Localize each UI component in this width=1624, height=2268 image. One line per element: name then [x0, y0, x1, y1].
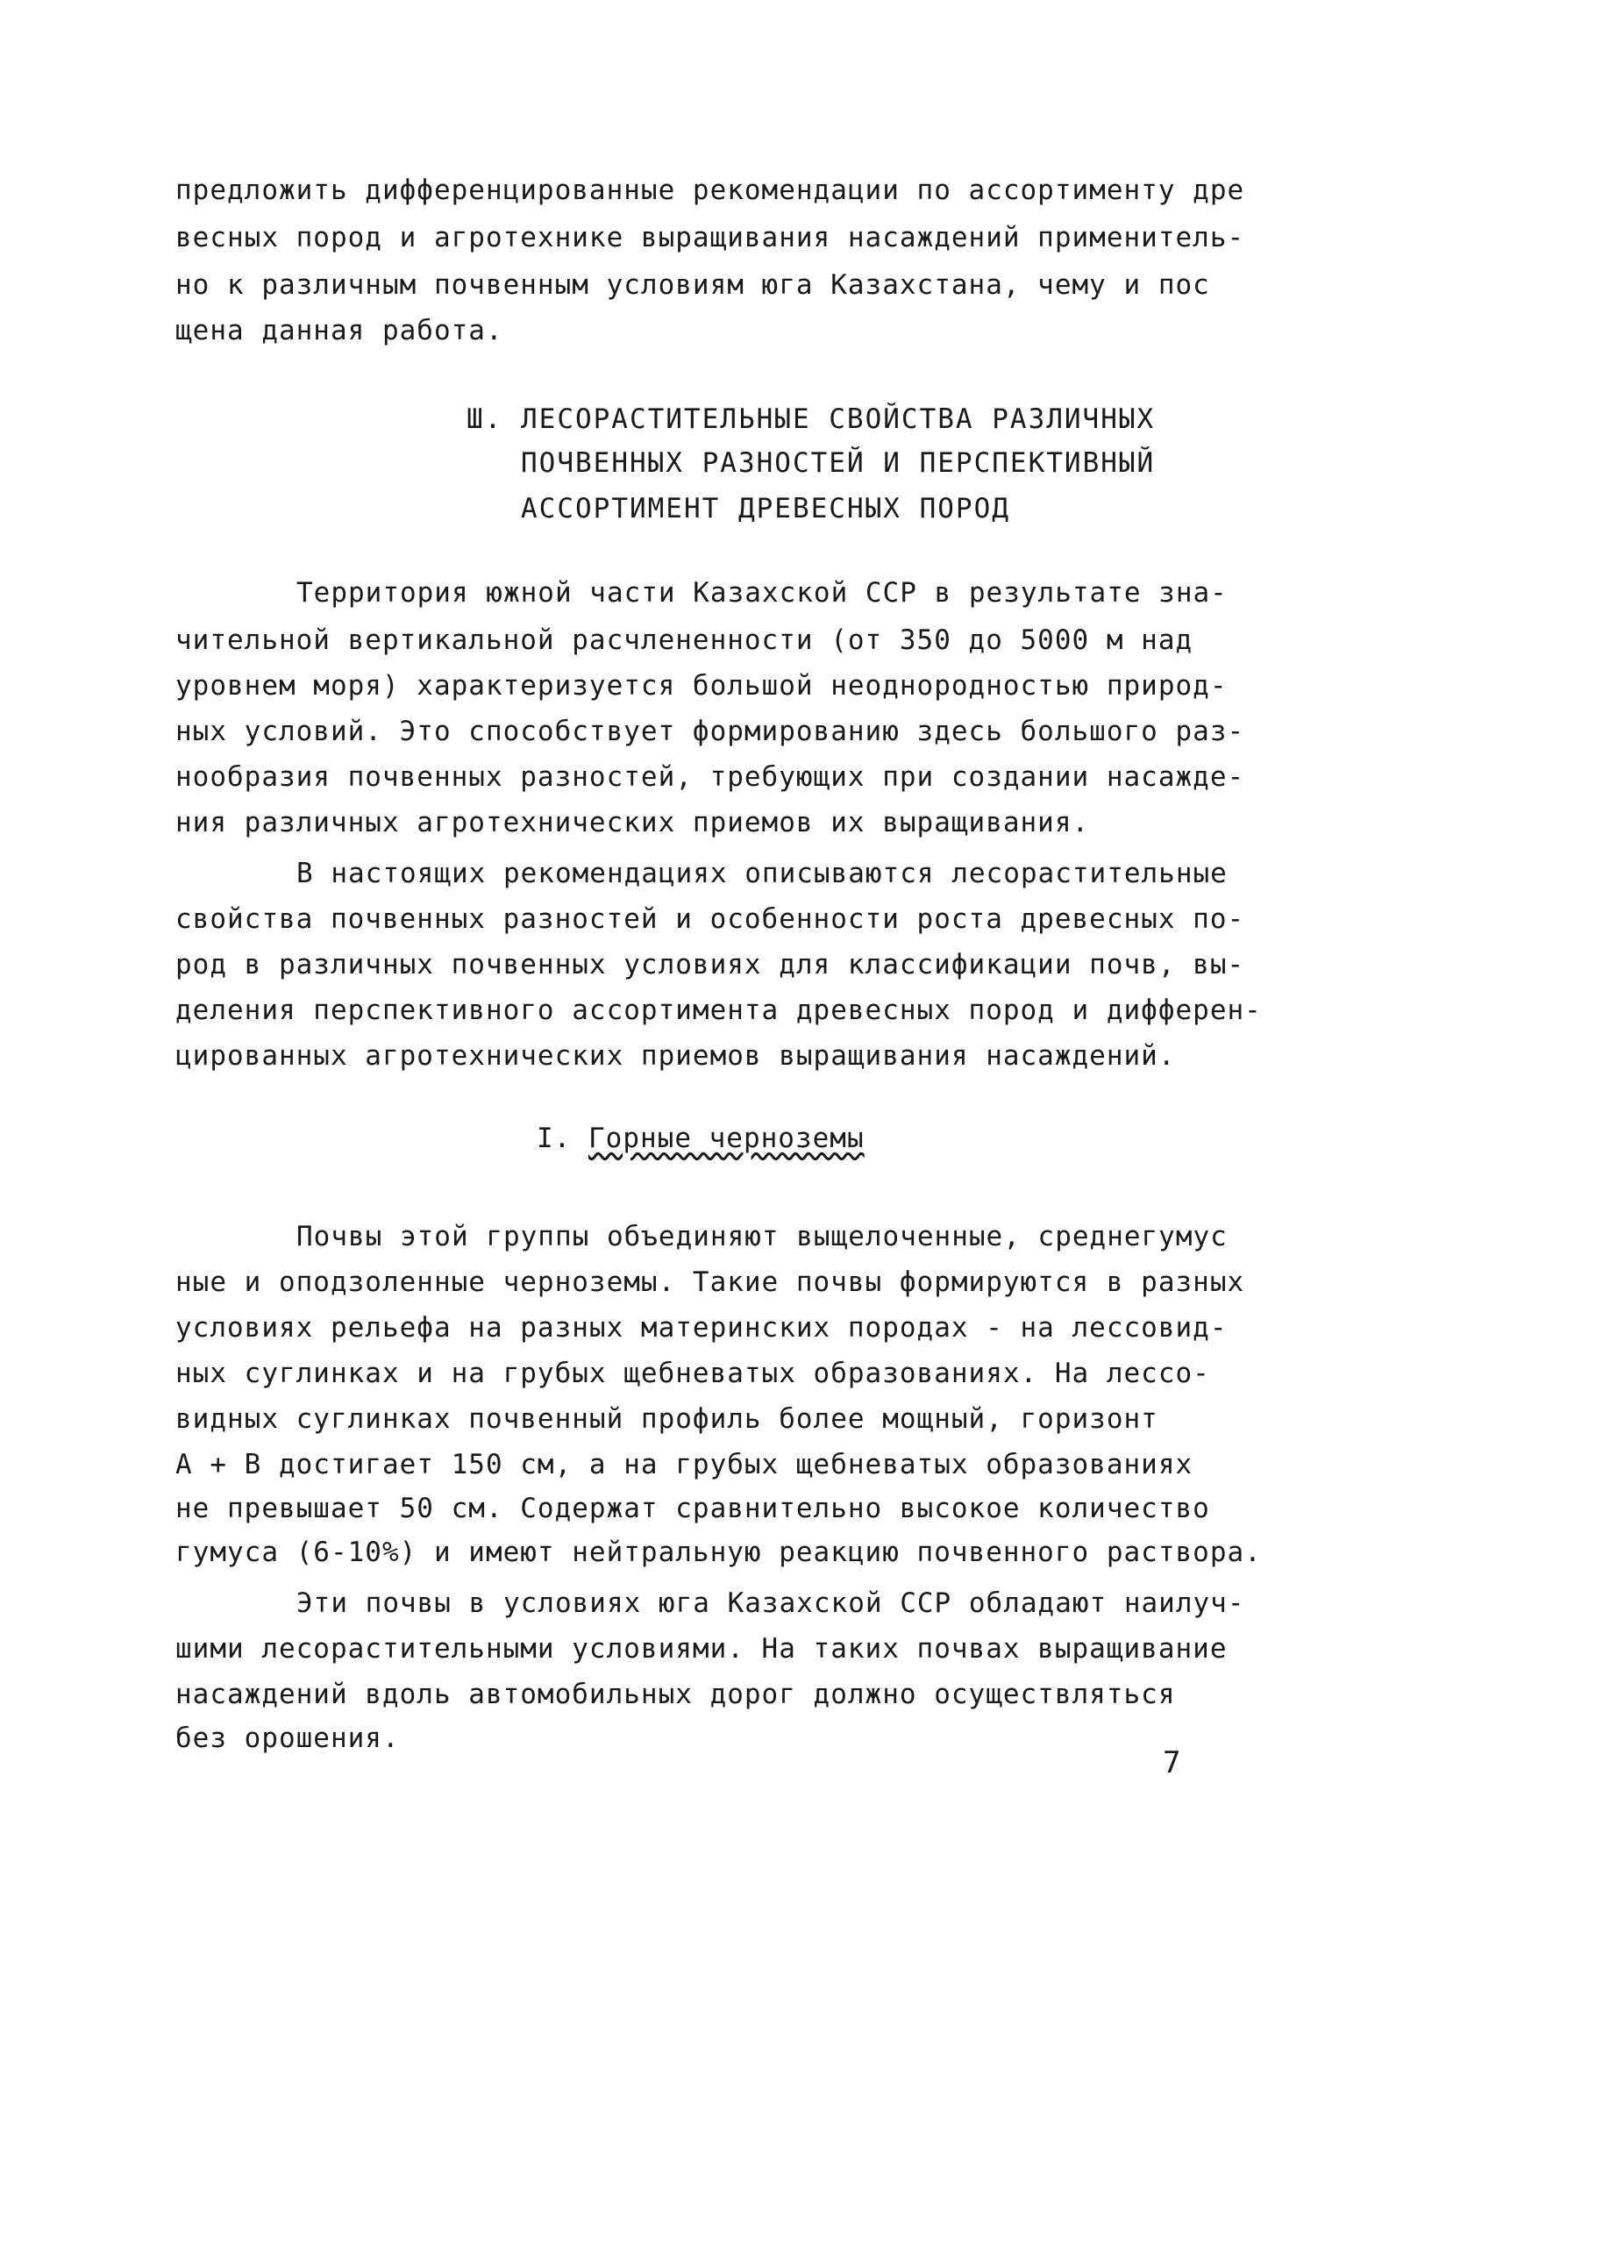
paragraph-3-line-1: Почвы этой группы объединяют выщелоченные, среднегумус [296, 1221, 1228, 1252]
paragraph-3-line-2: ные и оподзоленные черноземы. Такие почвы формируются в разных [175, 1266, 1245, 1298]
paragraph-1-line-3: уровнем моря) характеризуется большой неоднородностью природ- [175, 670, 1228, 702]
section-heading-line-1: Ш. ЛЕСОРАСТИТЕЛЬНЫЕ СВОЙСТВА РАЗЛИЧНЫХ [467, 403, 1156, 435]
intro-line-1: предложить дифференцированные рекомендации по ассортименту дре [175, 175, 1245, 206]
paragraph-3-line-4: ных суглинках и на грубых щебневатых образованиях. На лессо- [175, 1358, 1210, 1389]
paragraph-2-line-4: деления перспективного ассортимента древесных пород и дифферен- [175, 995, 1262, 1026]
intro-line-3: но к различным почвенным условиям юга Казахстана, чему и пос [175, 269, 1210, 301]
paragraph-1-line-4: ных условий. Это способствует формированию здесь большого раз- [175, 716, 1245, 747]
paragraph-3-line-5: видных суглинках почвенный профиль более мощный, горизонт [175, 1403, 1158, 1435]
paragraph-1-line-5: нообразия почвенных разностей, требующих при создании насажде- [175, 761, 1245, 793]
subsection-title: Горные черноземы [588, 1123, 865, 1154]
paragraph-4-line-2: шими лесорастительными условиями. На таких почвах выращивание [175, 1633, 1228, 1665]
section-heading-line-2: ПОЧВЕННЫХ РАЗНОСТЕЙ И ПЕРСПЕКТИВНЫЙ [521, 447, 1156, 479]
paragraph-2-line-5: цированных агротехнических приемов выращивания насаждений. [175, 1040, 1176, 1072]
paragraph-3-line-6: А + В достигает 150 см, а на грубых щебневатых образованиях [175, 1449, 1193, 1480]
paragraph-3-line-7: не превышает 50 см. Содержат сравнительно высокое количество [175, 1493, 1210, 1524]
subsection-heading [537, 1121, 865, 1156]
paragraph-1-line-2: чительной вертикальной расчлененности (от 350 до 5000 м над [175, 624, 1193, 656]
paragraph-4-line-1: Эти почвы в условиях юга Казахской ССР обладают наилуч- [296, 1587, 1245, 1619]
paragraph-2-line-3: род в различных почвенных условиях для классификации почв, вы- [175, 949, 1245, 981]
paragraph-2-line-2: свойства почвенных разностей и особенности роста древесных по- [175, 903, 1245, 935]
section-heading-line-3: АССОРТИМЕНТ ДРЕВЕСНЫХ ПОРОД [521, 493, 1010, 524]
intro-line-2: весных пород и агротехнике выращивания насаждений применитель- [175, 222, 1245, 253]
paragraph-4-line-4: без орошения. [175, 1722, 400, 1754]
paragraph-1-line-1: Территория южной части Казахской ССР в результате зна- [296, 577, 1228, 609]
paragraph-3-line-3: условиях рельефа на разных материнских породах - на лессовид- [175, 1312, 1228, 1344]
paragraph-4-line-3: насаждений вдоль автомобильных дорог должно осуществляться [175, 1679, 1176, 1710]
paragraph-2-line-1: В настоящих рекомендациях описываются лесорастительные [296, 858, 1228, 889]
subsection-number: I. [537, 1123, 572, 1154]
paragraph-1-line-6: ния различных агротехнических приемов их выращивания. [175, 807, 1090, 838]
paragraph-3-line-8: гумуса (6-10%) и имеют нейтральную реакцию почвенного раствора. [175, 1537, 1262, 1568]
intro-line-4: щена данная работа. [175, 315, 503, 346]
page-number: 7 [1163, 1745, 1181, 1780]
